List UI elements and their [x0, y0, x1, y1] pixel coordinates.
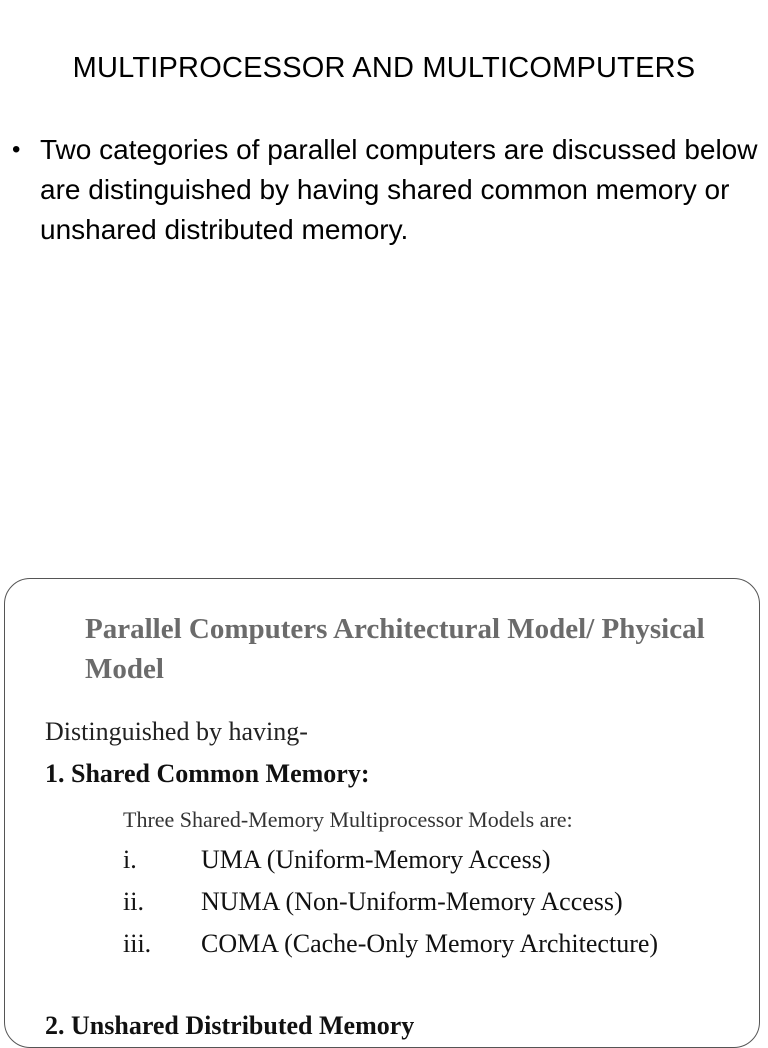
model-label: NUMA (Non-Uniform-Memory Access)	[201, 887, 623, 916]
model-item-coma	[123, 929, 658, 959]
bullet-marker: •	[12, 136, 21, 163]
slide-title: MULTIPROCESSOR AND MULTICOMPUTERS	[72, 52, 696, 84]
model-item-numa	[123, 887, 623, 917]
models-intro: Three Shared-Memory Multiprocessor Models are:	[123, 807, 573, 832]
model-label: UMA (Uniform-Memory Access)	[201, 845, 551, 874]
bullet-text: Two categories of parallel computers are discussed below are distinguished by having shared common memory or unshared distributed memory.	[40, 134, 758, 245]
distinguished-label: Distinguished by having-	[45, 717, 308, 746]
model-item-uma	[123, 845, 551, 875]
distributed-memory-heading: 2. Unshared Distributed Memory	[45, 1011, 415, 1040]
model-label: COMA (Cache-Only Memory Architecture)	[201, 929, 659, 958]
bullet-item	[10, 130, 758, 250]
model-number: iii.	[123, 929, 152, 958]
model-number: i.	[123, 845, 137, 874]
figure-panel	[4, 578, 760, 1048]
figure-heading: Parallel Computers Architectural Model/ Physical Model	[85, 613, 705, 685]
model-number: ii.	[123, 887, 144, 916]
shared-memory-heading: 1. Shared Common Memory:	[45, 759, 370, 788]
